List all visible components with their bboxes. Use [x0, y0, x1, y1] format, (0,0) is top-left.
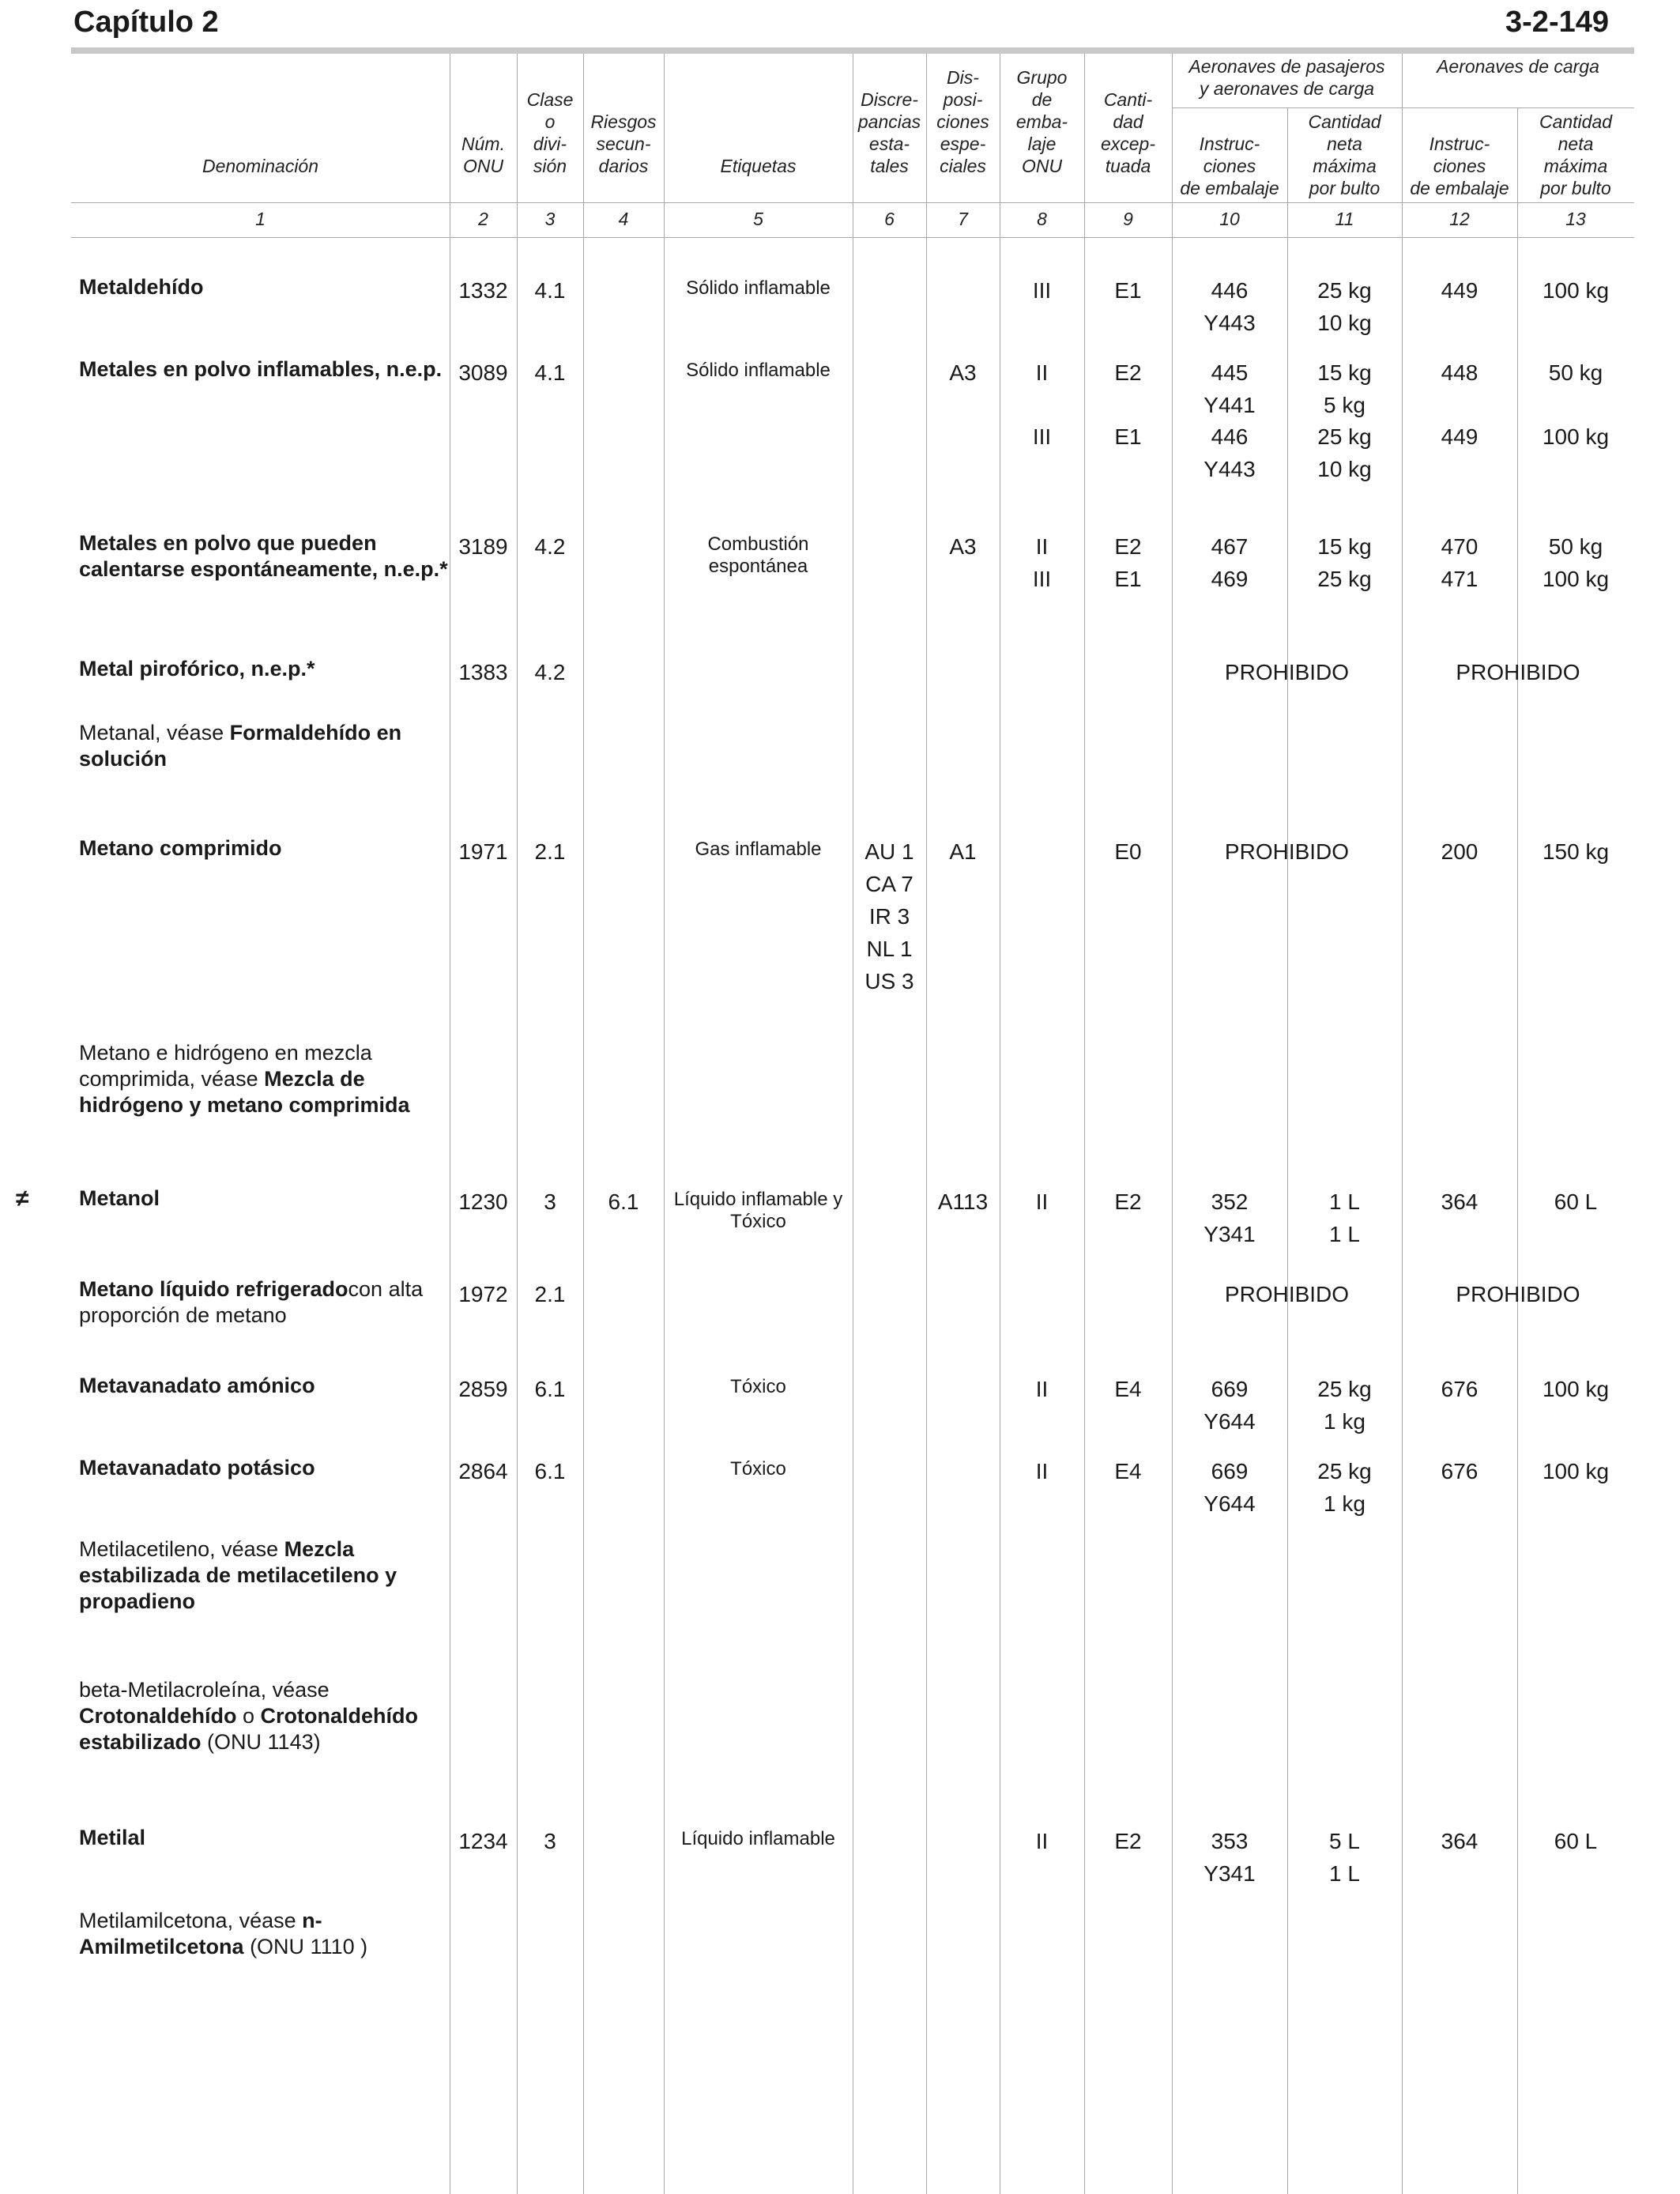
cell-pi-pax: 669 Y644	[1203, 1377, 1256, 1434]
cell-disposiciones: A3	[949, 360, 977, 385]
cell-q-cargo: 60 L	[1554, 1189, 1598, 1214]
cell-clase: 2.1	[534, 839, 566, 864]
cell-q-cargo: 100 kg	[1542, 278, 1610, 303]
cell-q-cargo: 150 kg	[1542, 839, 1610, 864]
row-denomination: Metano comprimido	[79, 836, 282, 860]
cell-disposiciones: A113	[937, 1189, 989, 1214]
row-denomination: Metavanadato amónico	[79, 1374, 315, 1397]
cell-clase: 4.1	[534, 360, 566, 385]
row-denomination: Metano e hidrógeno en mezcla comprimida, véase Mezcla de hidrógeno y metano comprimida	[79, 1041, 410, 1117]
header-rule	[71, 47, 1634, 54]
col-number: 1	[255, 209, 266, 229]
header-num-onu: Núm. ONU	[461, 134, 505, 176]
cell-disposiciones: A1	[949, 839, 977, 864]
cell-etiquetas: Líquido inflamable y Tóxico	[673, 1189, 843, 1232]
col-number: 3	[544, 209, 556, 229]
cell-excep: E2	[1114, 1829, 1142, 1853]
change-mark: ≠	[16, 1186, 29, 1212]
col-number: 9	[1123, 209, 1133, 229]
header-group-passenger: Aeronaves de pasajeros y aeronaves de carga	[1188, 56, 1385, 99]
cell-onu: 2864	[458, 1459, 508, 1483]
col-number: 2	[478, 209, 488, 229]
cell-q-pax: 25 kg 10 kg	[1317, 278, 1372, 335]
cell-pi-cargo: 449	[1441, 424, 1478, 449]
col-number: 12	[1449, 209, 1470, 229]
cell-excep: E1	[1114, 278, 1142, 303]
cell-q-pax: 15 kg 25 kg	[1317, 534, 1372, 591]
cell-onu: 1230	[458, 1189, 508, 1214]
cell-onu: 1234	[458, 1829, 508, 1853]
cell-clase: 3	[544, 1189, 556, 1214]
cell-excep: E1	[1114, 424, 1142, 449]
header-disposiciones: Dis- posi- ciones espe- ciales	[936, 67, 989, 176]
cell-pi-cargo: 676	[1441, 1459, 1478, 1483]
row-denomination: Metilamilcetona, véase n-Amilmetilcetona (ONU 1110 )	[79, 1909, 368, 1958]
cell-pi-cargo: 364	[1441, 1189, 1478, 1214]
header-riesgos: Riesgos secun- darios	[590, 111, 657, 176]
row-denomination: beta-Metilacroleína, véase Crotonaldehído o Crotonaldehído estabilizado (ONU 1143)	[79, 1678, 418, 1754]
cell-pi-pax: 352 Y341	[1203, 1189, 1256, 1246]
cell-etiquetas: Líquido inflamable	[681, 1828, 835, 1849]
cell-pi-cargo: 449	[1441, 278, 1478, 303]
row-denomination: Metanol	[79, 1186, 160, 1210]
cell-pi-cargo: 470 471	[1441, 534, 1478, 591]
cell-etiquetas: Combustión espontánea	[707, 533, 809, 577]
header-etiquetas: Etiquetas	[720, 156, 797, 176]
row-denomination: Metano líquido refrigeradocon alta proporción de metano	[79, 1277, 424, 1327]
cell-clase: 4.2	[534, 660, 566, 684]
cell-pi-pax: 669 Y644	[1203, 1459, 1256, 1516]
cell-disposiciones: A3	[949, 534, 977, 559]
row-denomination: Metales en polvo que pueden calentarse espontáneamente, n.e.p.*	[79, 531, 448, 581]
cell-grupo: III	[1032, 278, 1052, 303]
cell-excep: E2 E1	[1114, 534, 1142, 591]
row-denomination: Metanal, véase Formaldehído en solución	[79, 721, 402, 771]
page-number: 3-2-149	[1505, 6, 1609, 39]
cell-grupo: II III	[1032, 534, 1052, 591]
row-denomination: Metal pirofórico, n.e.p.*	[79, 657, 315, 680]
cell-prohibido-cargo: PROHIBIDO	[1456, 660, 1580, 684]
cell-clase: 3	[544, 1829, 556, 1853]
cell-excep: E2	[1114, 1189, 1142, 1214]
header-instrucciones-cargo: Instruc- ciones de embalaje	[1410, 134, 1509, 198]
cell-clase: 2.1	[534, 1282, 566, 1306]
cell-grupo: II	[1035, 1459, 1049, 1483]
chapter-title: Capítulo 2	[73, 6, 219, 39]
cell-grupo: II	[1035, 1829, 1049, 1853]
cell-onu: 1972	[458, 1282, 508, 1306]
cell-clase: 6.1	[534, 1459, 566, 1483]
cell-pi-cargo: 200	[1441, 839, 1478, 864]
header-grupo: Grupo de emba- laje ONU	[1015, 67, 1068, 176]
header-denominacion: Denominación	[202, 156, 319, 176]
cell-prohibido-pax: PROHIBIDO	[1224, 1282, 1350, 1306]
cell-onu: 3089	[458, 360, 508, 385]
col-number: 7	[958, 209, 968, 229]
cell-pi-cargo: 676	[1441, 1377, 1478, 1401]
cell-clase: 6.1	[534, 1377, 566, 1401]
cell-q-pax: 5 L 1 L	[1329, 1829, 1360, 1886]
header-discrepancias: Discre- pancias esta- tales	[857, 89, 921, 176]
col-number: 4	[618, 209, 629, 229]
header-cantidad-exceptuada: Canti- dad excep- tuada	[1100, 89, 1156, 176]
header-cantidad-cargo: Cantidad neta máxima por bulto	[1539, 111, 1613, 198]
cell-prohibido-pax: PROHIBIDO	[1224, 839, 1350, 864]
row-denomination: Metavanadato potásico	[79, 1456, 315, 1480]
cell-q-cargo: 100 kg	[1542, 1377, 1610, 1401]
cell-onu: 1383	[458, 660, 508, 684]
row-denomination: Metilal	[79, 1826, 146, 1849]
row-denomination: Metales en polvo inflamables, n.e.p.	[79, 357, 443, 381]
cell-pi-pax: 446 Y443	[1203, 424, 1256, 481]
cell-riesgos: 6.1	[608, 1189, 639, 1214]
cell-etiquetas: Gas inflamable	[695, 839, 822, 860]
cell-pi-cargo: 448	[1441, 360, 1478, 385]
cell-etiquetas: Tóxico	[730, 1458, 786, 1480]
cell-discrepancias: AU 1 CA 7 IR 3 NL 1 US 3	[864, 839, 914, 993]
col-number: 5	[753, 209, 763, 229]
cell-pi-pax: 445 Y441	[1203, 360, 1256, 417]
cell-clase: 4.2	[534, 534, 566, 559]
cell-q-pax: 1 L 1 L	[1329, 1189, 1360, 1246]
cell-q-cargo: 50 kg	[1548, 360, 1603, 385]
cell-prohibido-cargo: PROHIBIDO	[1456, 1282, 1580, 1306]
cell-excep: E4	[1114, 1459, 1142, 1483]
col-divider	[583, 54, 584, 2194]
cell-excep: E2	[1114, 360, 1142, 385]
cell-q-pax: 25 kg 10 kg	[1317, 424, 1372, 481]
cell-onu: 1971	[458, 839, 508, 864]
cell-q-cargo: 100 kg	[1542, 1459, 1610, 1483]
cell-excep: E4	[1114, 1377, 1142, 1401]
col-number: 13	[1565, 209, 1586, 229]
header-cantidad-pax: Cantidad neta máxima por bulto	[1308, 111, 1381, 198]
header-clase: Clase o divi- sión	[526, 89, 574, 176]
cell-onu: 2859	[458, 1377, 508, 1401]
cell-grupo: III	[1032, 424, 1052, 449]
col-number: 8	[1037, 209, 1047, 229]
group-header-divider	[1172, 107, 1634, 108]
cell-grupo: II	[1035, 1377, 1049, 1401]
cell-pi-pax: 446 Y443	[1203, 278, 1256, 335]
row-denomination: Metilacetileno, véase Mezcla estabilizada de metilacetileno y propadieno	[79, 1537, 397, 1613]
cell-etiquetas: Sólido inflamable	[686, 277, 831, 299]
header-instrucciones-pax: Instruc- ciones de embalaje	[1180, 134, 1279, 198]
cell-pi-pax: 467 469	[1211, 534, 1249, 591]
cell-q-pax: 25 kg 1 kg	[1317, 1377, 1372, 1434]
cell-q-cargo: 100 kg	[1542, 424, 1610, 449]
cell-q-pax: 15 kg 5 kg	[1317, 360, 1372, 417]
cell-etiquetas: Tóxico	[730, 1376, 786, 1397]
cell-pi-pax: 353 Y341	[1203, 1829, 1256, 1886]
col-number: 10	[1219, 209, 1240, 229]
col-number: 11	[1335, 209, 1354, 229]
cell-etiquetas: Sólido inflamable	[686, 360, 831, 381]
cell-clase: 4.1	[534, 278, 566, 303]
cell-onu: 1332	[458, 278, 508, 303]
cell-pi-cargo: 364	[1441, 1829, 1478, 1853]
cell-q-pax: 25 kg 1 kg	[1317, 1459, 1372, 1516]
cell-onu: 3189	[458, 534, 508, 559]
cell-grupo: II	[1035, 360, 1049, 385]
cell-q-cargo: 50 kg 100 kg	[1542, 534, 1610, 591]
cell-q-cargo: 60 L	[1554, 1829, 1598, 1853]
cell-prohibido-pax: PROHIBIDO	[1224, 660, 1350, 684]
col-number: 6	[884, 209, 895, 229]
header-group-cargo: Aeronaves de carga	[1437, 56, 1599, 77]
cell-excep: E0	[1114, 839, 1142, 864]
cell-grupo: II	[1035, 1189, 1049, 1214]
row-denomination: Metaldehído	[79, 275, 204, 299]
